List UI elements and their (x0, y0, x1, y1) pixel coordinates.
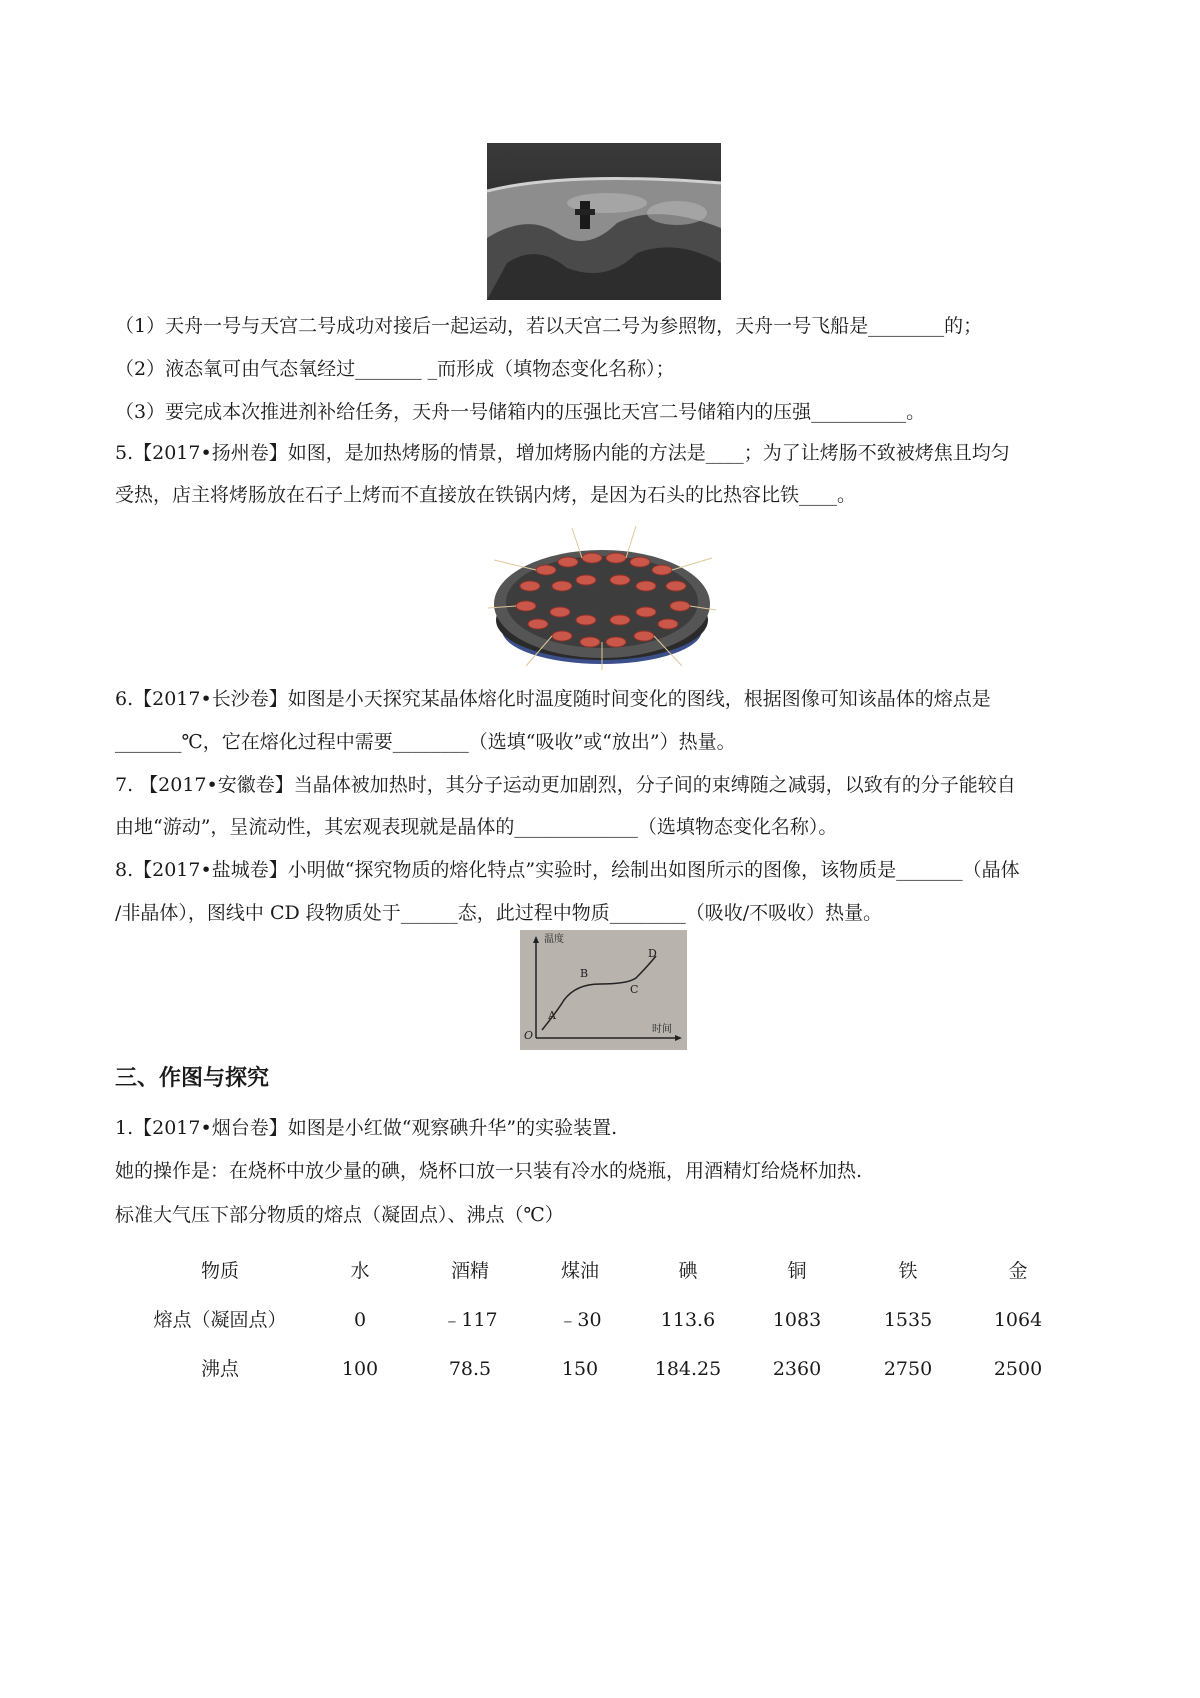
s3-q1-line3: 标准大气压下部分物质的熔点（凝固点）、沸点（℃） (115, 1204, 564, 1226)
s3-q1-line1: 1.【2017•烟台卷】如图是小红做“观察碘升华”的实验装置. (115, 1117, 618, 1139)
table-cell: 2360 (772, 1358, 822, 1380)
table-cell: ﹣117 (442, 1309, 498, 1331)
s3-q1-line2: 她的操作是：在烧杯中放少量的碘，烧杯口放一只装有冷水的烧瓶，用酒精灯给烧杯加热. (115, 1160, 863, 1182)
origin-label: O (524, 1029, 534, 1042)
table-cell: 1535 (883, 1309, 933, 1331)
q8-line1: 8.【2017•盐城卷】小明做“探究物质的熔化特点”实验时，绘制出如图所示的图像，该物质是_______（晶体 (115, 859, 1020, 881)
table-cell: 150 (561, 1358, 599, 1380)
table-header: 酒精 (450, 1260, 489, 1282)
table-row-label: 沸点 (200, 1358, 239, 1380)
table-cell: 100 (341, 1358, 379, 1380)
table-header: 碘 (678, 1260, 698, 1282)
q7-line1: 7. 【2017•安徽卷】当晶体被加热时，其分子运动更加剧烈，分子间的束缚随之减弱，以致有的分子能较自 (115, 774, 1016, 796)
table-row-label: 熔点（凝固点） (153, 1309, 287, 1331)
point-b-label: B (580, 967, 589, 980)
sausage-grill-photo (486, 520, 718, 672)
point-a-label: A (548, 1009, 556, 1022)
table-cell: 0 (353, 1309, 367, 1331)
table-header: 金 (1008, 1260, 1028, 1282)
q7-line2: 由地“游动”，呈流动性，其宏观表现就是晶体的_____________（选填物态变化名称）。 (115, 816, 838, 838)
q4-part1: （1）天舟一号与天宫二号成功对接后一起运动，若以天宫二号为参照物，天舟一号飞船是________的； (115, 315, 983, 337)
table-header: 铁 (898, 1260, 918, 1282)
y-axis-label: 温度 (544, 934, 564, 945)
melting-curve-graph (520, 930, 687, 1050)
table-cell: 113.6 (660, 1309, 716, 1331)
table-cell: 2750 (883, 1358, 933, 1380)
table-header: 煤油 (560, 1260, 599, 1282)
q4-part2: （2）液态氧可由气态氧经过_______ _而形成（填物态变化名称）； (115, 358, 675, 380)
table-cell: 1083 (772, 1309, 822, 1331)
section-title: 三、作图与探究 (115, 1066, 270, 1091)
x-axis-label: 时间 (652, 1024, 672, 1035)
q5-line1: 5.【2017•扬州卷】如图，是加热烤肠的情景，增加烤肠内能的方法是____；为了让烤肠不致被烤焦且均匀 (115, 442, 1010, 464)
table-cell: 1064 (993, 1309, 1043, 1331)
spacecraft-photo (487, 143, 721, 300)
table-cell: 78.5 (448, 1358, 492, 1380)
q5-line2: 受热，店主将烤肠放在石子上烤而不直接放在铁锅内烤，是因为石头的比热容比铁____。 (115, 484, 857, 506)
q8-line2: /非晶体），图线中 CD 段物质处于______态，此过程中物质________（吸收/不吸收）热量。 (115, 902, 883, 924)
table-cell: ﹣30 (558, 1309, 602, 1331)
q4-part3: （3）要完成本次推进剂补给任务，天舟一号储箱内的压强比天宫二号储箱内的压强__________。 (115, 401, 926, 423)
table-cell: 184.25 (654, 1358, 722, 1380)
point-d-label: D (648, 947, 657, 960)
table-header: 水 (350, 1260, 370, 1282)
q6-line1: 6.【2017•长沙卷】如图是小天探究某晶体熔化时温度随时间变化的图线，根据图像可知该晶体的熔点是 (115, 688, 991, 710)
q6-line2: _______℃，它在熔化过程中需要________（选填“吸收”或“放出”）热量。 (115, 731, 736, 753)
table-header: 铜 (787, 1260, 807, 1282)
point-c-label: C (630, 983, 639, 996)
melting-curve (542, 956, 656, 1030)
table-header: 物质 (200, 1260, 239, 1282)
table-cell: 2500 (993, 1358, 1043, 1380)
